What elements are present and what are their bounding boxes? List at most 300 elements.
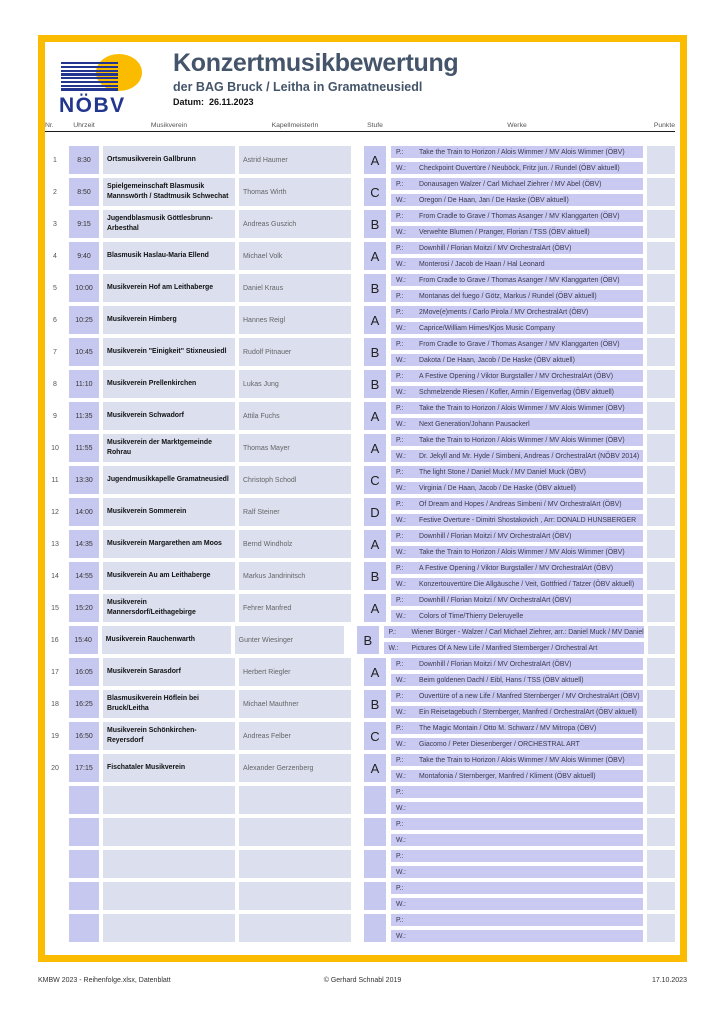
row-time: 11:55	[69, 434, 99, 462]
row-stufe: C	[364, 466, 386, 494]
werk-text: Oregon / De Haan, Jan / De Haske (ÖBV aktuell)	[419, 196, 569, 204]
footer-filename: KMBW 2023 - Reihenfolge.xlsx, Datenblatt	[38, 977, 171, 984]
werk-type-label: W.:	[396, 388, 406, 396]
werk-type-label: P.:	[396, 724, 404, 732]
werk-text: Konzertouvertüre Die Allgäusche / Veit, Gottfried / Tatzer (ÖBV aktuell)	[419, 580, 635, 588]
row-stufe: D	[364, 498, 386, 526]
werk-text: Montafonia / Sternberger, Manfred / Kliment (ÖBV aktuell)	[419, 772, 596, 780]
werk-text: Festive Overture - Dimitri Shostakovich , Arr: DONALD HUNSBERGER	[419, 516, 637, 524]
row-time: 10:00	[69, 274, 99, 302]
werk-text: Donausagen Walzer / Carl Michael Ziehrer / MV Abel (ÖBV)	[419, 180, 602, 188]
date-value: 26.11.2023	[209, 97, 254, 107]
row-musikverein: Ortsmusikverein Gallbrunn	[103, 146, 235, 174]
werk-line	[391, 498, 643, 510]
werk-text: Checkpoint Ouvertüre / Neuböck, Fritz jun. / Rundel (ÖBV aktuell)	[419, 164, 620, 172]
page-footer	[38, 977, 687, 984]
row-number: 15	[51, 604, 59, 612]
table-row	[45, 338, 675, 366]
row-time: 11:10	[69, 370, 99, 398]
werk-type-label: W.:	[396, 452, 406, 460]
werk-type-label: W.:	[396, 708, 406, 716]
table-row	[45, 850, 675, 878]
werke-list	[391, 882, 643, 910]
row-time: 8:50	[69, 178, 99, 206]
table-row	[45, 914, 675, 942]
werk-type-label: P.:	[396, 180, 404, 188]
werk-line	[391, 434, 643, 446]
werk-text: Dr. Jekyll and Mr. Hyde / Simbeni, Andreas / OrchestralArt (NÖBV 2014)	[419, 452, 640, 460]
werk-type-label: W.:	[396, 580, 406, 588]
werk-type-label: W.:	[396, 260, 406, 268]
werk-type-label: P.:	[396, 916, 404, 924]
werke-list	[391, 786, 643, 814]
werk-line	[391, 274, 643, 286]
werk-type-label: P.:	[388, 628, 397, 636]
row-punkte-cell	[647, 722, 675, 750]
werk-text: Pictures Of A New Life / Manfred Sternberger / Orchestral Art	[411, 644, 598, 652]
row-number: 6	[53, 316, 57, 324]
werk-line	[391, 722, 643, 734]
werk-line	[391, 738, 643, 750]
table-column-headers	[45, 122, 675, 132]
werk-type-label: P.:	[396, 244, 404, 252]
table-row	[45, 370, 675, 398]
werk-type-label: W.:	[396, 836, 406, 844]
werk-type-label: W.:	[396, 276, 406, 284]
row-punkte-cell	[647, 370, 675, 398]
werk-line	[391, 194, 643, 206]
row-stufe	[364, 786, 386, 814]
document-header	[45, 48, 675, 122]
werk-line	[391, 514, 643, 526]
table-row	[45, 882, 675, 910]
werk-line	[391, 882, 643, 894]
row-number: 20	[51, 764, 59, 772]
werk-text: The Magic Montain / Otto M. Schwarz / MV Mitropa (ÖBV)	[419, 724, 597, 732]
werk-line	[391, 466, 643, 478]
row-musikverein: Spielgemeinschaft Blasmusik Mannswörth / Stadtmusik Schwechat	[103, 178, 235, 206]
row-stufe: B	[364, 274, 386, 302]
werke-list	[391, 434, 643, 462]
row-musikverein: Blasmusikverein Höflein bei Bruck/Leitha	[103, 690, 235, 718]
row-number: 3	[53, 220, 57, 228]
row-musikverein: Musikverein der Marktgemeinde Rohrau	[103, 434, 235, 462]
row-musikverein: Musikverein Prellenkirchen	[103, 370, 235, 398]
column-header-kapellmeister: KapellmeisterIn	[271, 122, 319, 129]
werk-type-label: P.:	[396, 404, 404, 412]
werk-type-label: P.:	[396, 756, 404, 764]
column-header-uhrzeit: Uhrzeit	[73, 122, 95, 129]
werk-line	[391, 290, 643, 302]
werk-text: Caprice/William Himes/Kjos Music Company	[419, 324, 555, 332]
werk-line	[391, 562, 643, 574]
werk-type-label: W.:	[396, 612, 406, 620]
logo-text: NÖBV	[59, 94, 126, 117]
row-time: 10:45	[69, 338, 99, 366]
row-kapellmeister: Thomas Wirth	[239, 178, 351, 206]
row-number: 16	[50, 636, 59, 644]
werk-type-label: W.:	[396, 324, 406, 332]
row-time: 13:30	[69, 466, 99, 494]
werk-text: Take the Train to Horizon / Alois Wimmer / MV Alois Wimmer (ÖBV)	[419, 404, 625, 412]
werk-line	[391, 178, 643, 190]
row-number: 9	[53, 412, 57, 420]
werk-line	[391, 786, 643, 798]
row-kapellmeister	[239, 850, 351, 878]
table-row	[45, 626, 675, 654]
werk-type-label: W.:	[388, 644, 399, 652]
footer-date: 17.10.2023	[651, 977, 687, 984]
werk-type-label: P.:	[396, 292, 404, 300]
werk-text: Downhill / Florian Moitzi / MV OrchestralArt (ÖBV)	[419, 660, 572, 668]
row-punkte-cell	[647, 306, 675, 334]
werk-text: 2Move(e)ments / Carlo Pirola / MV OrchestralArt (ÖBV)	[419, 308, 589, 316]
werk-type-label: W.:	[396, 804, 406, 812]
werk-line	[391, 850, 643, 862]
row-time	[69, 818, 99, 846]
row-musikverein: Musikverein Hof am Leithaberge	[103, 274, 235, 302]
row-number	[45, 786, 65, 814]
werk-text: Montanas del fuego / Götz, Markus / Rundel (ÖBV aktuell)	[419, 292, 597, 300]
row-stufe: B	[364, 370, 386, 398]
werke-list	[391, 338, 643, 366]
werk-type-label: W.:	[396, 196, 406, 204]
row-punkte-cell	[647, 434, 675, 462]
row-kapellmeister: Herbert Riegler	[239, 658, 351, 686]
row-time	[69, 882, 99, 910]
row-musikverein	[103, 850, 235, 878]
row-punkte-cell	[647, 530, 675, 558]
werke-list	[391, 818, 643, 846]
row-stufe	[364, 882, 386, 910]
werk-type-label: P.:	[396, 788, 404, 796]
werke-list	[391, 178, 643, 206]
row-punkte-cell	[647, 850, 675, 878]
row-stufe: B	[364, 562, 386, 590]
werk-type-label: P.:	[396, 532, 404, 540]
table-row	[45, 466, 675, 494]
werk-line	[391, 754, 643, 766]
werk-text: A Festive Opening / Viktor Burgstaller / MV OrchestralArt (ÖBV)	[419, 564, 614, 572]
werk-type-label: W.:	[396, 900, 406, 908]
werke-list	[391, 370, 643, 398]
werk-text: Schmelzende Riesen / Kofler, Armin / Eigenverlag (ÖBV aktuell)	[419, 388, 614, 396]
werk-type-label: P.:	[396, 852, 404, 860]
werk-type-label: W.:	[396, 740, 406, 748]
row-kapellmeister: Michael Volk	[239, 242, 351, 270]
werk-line	[391, 658, 643, 670]
werke-list	[391, 658, 643, 686]
footer-copyright: © Gerhard Schnabl 2019	[323, 977, 402, 984]
row-time	[69, 914, 99, 942]
row-punkte-cell	[647, 338, 675, 366]
werk-line	[391, 418, 643, 430]
werk-line	[391, 898, 643, 910]
row-musikverein	[103, 818, 235, 846]
werk-text: Colors of Time/Thierry Deleruyelle	[419, 612, 524, 620]
werk-text: Dakota / De Haan, Jacob / De Haske (ÖBV aktuell)	[419, 356, 575, 364]
werk-line	[391, 530, 643, 542]
row-punkte-cell	[647, 882, 675, 910]
werk-type-label: P.:	[396, 372, 404, 380]
row-kapellmeister: Hannes Reigl	[239, 306, 351, 334]
evaluation-table	[45, 146, 675, 942]
row-number: 2	[53, 188, 57, 196]
row-punkte-cell	[647, 594, 675, 622]
row-stufe: A	[364, 754, 386, 782]
werk-line	[391, 162, 643, 174]
row-musikverein: Musikverein Sarasdorf	[103, 658, 235, 686]
row-stufe: A	[364, 658, 386, 686]
row-number: 10	[51, 444, 59, 452]
row-number	[45, 882, 65, 910]
row-punkte-cell	[647, 914, 675, 942]
table-row	[45, 722, 675, 750]
row-punkte-cell	[647, 178, 675, 206]
row-kapellmeister	[239, 818, 351, 846]
row-kapellmeister: Astrid Haumer	[239, 146, 351, 174]
werk-text: A Festive Opening / Viktor Burgstaller / MV OrchestralArt (ÖBV)	[419, 372, 614, 380]
row-punkte-cell	[647, 786, 675, 814]
table-row	[45, 690, 675, 718]
row-musikverein: Musikverein Sommerein	[103, 498, 235, 526]
werk-line	[391, 146, 643, 158]
row-stufe: A	[364, 402, 386, 430]
row-musikverein	[103, 914, 235, 942]
table-row	[45, 306, 675, 334]
row-number	[45, 850, 65, 878]
row-kapellmeister: Andreas Felber	[239, 722, 351, 750]
row-stufe: A	[364, 306, 386, 334]
werk-line	[391, 338, 643, 350]
werk-line	[391, 450, 643, 462]
row-number	[45, 818, 65, 846]
werk-text: Ein Reisetagebuch / Sternberger, Manfred / OrchestralArt (ÖBV aktuell)	[419, 708, 637, 716]
row-punkte-cell	[647, 690, 675, 718]
document-frame	[38, 35, 687, 962]
row-musikverein	[103, 882, 235, 910]
werk-line	[391, 610, 643, 622]
row-time: 9:15	[69, 210, 99, 238]
werk-line	[391, 258, 643, 270]
row-time: 11:35	[69, 402, 99, 430]
werk-type-label: P.:	[396, 564, 404, 572]
date-line	[173, 97, 675, 107]
row-kapellmeister	[239, 882, 351, 910]
werk-text: Take the Train to Horizon / Alois Wimmer / MV Alois Wimmer (ÖBV)	[419, 436, 625, 444]
row-musikverein: Musikverein Mannersdorf/Leithagebirge	[103, 594, 235, 622]
werk-line	[384, 626, 644, 638]
row-punkte-cell	[647, 498, 675, 526]
row-time: 17:15	[69, 754, 99, 782]
werk-type-label: W.:	[396, 868, 406, 876]
row-number: 7	[53, 348, 57, 356]
werk-type-label: P.:	[396, 340, 404, 348]
werk-line	[391, 690, 643, 702]
werk-text: Downhill / Florian Moitzi / MV OrchestralArt (ÖBV)	[419, 596, 572, 604]
row-kapellmeister: Attila Fuchs	[239, 402, 351, 430]
row-stufe: B	[357, 626, 378, 654]
werk-text: Beim goldenen Dachl / Eibl, Hans / TSS (ÖBV aktuell)	[419, 676, 584, 684]
werk-text: Take the Train to Horizon / Alois Wimmer / MV Alois Wimmer (ÖBV)	[419, 756, 625, 764]
werk-line	[391, 370, 643, 382]
row-time: 14:55	[69, 562, 99, 590]
werke-list	[391, 690, 643, 718]
logo-stripes-icon	[61, 62, 118, 91]
row-time: 9:40	[69, 242, 99, 270]
row-stufe	[364, 914, 386, 942]
row-stufe: C	[364, 722, 386, 750]
row-time: 15:20	[69, 594, 99, 622]
werk-text: Of Dream and Hopes / Andreas Simbeni / MV OrchestralArt (ÖBV)	[419, 500, 622, 508]
row-kapellmeister	[239, 914, 351, 942]
column-header-nr: Nr.	[45, 122, 54, 129]
werk-line	[384, 642, 644, 654]
row-musikverein: Musikverein Rauchenwarth	[102, 626, 231, 654]
werk-type-label: P.:	[396, 308, 404, 316]
row-number: 4	[53, 252, 57, 260]
werk-line	[391, 930, 643, 942]
row-time	[69, 786, 99, 814]
page-subtitle: der BAG Bruck / Leitha in Gramatneusiedl	[173, 80, 423, 94]
row-kapellmeister: Alexander Gerzenberg	[239, 754, 351, 782]
row-stufe: B	[364, 690, 386, 718]
row-stufe: A	[364, 146, 386, 174]
column-header-punkte: Punkte	[653, 122, 675, 129]
werk-type-label: P.:	[396, 884, 404, 892]
noebv-logo	[59, 52, 147, 118]
row-punkte-cell	[647, 754, 675, 782]
werke-list	[391, 754, 643, 782]
werk-text: Wiener Bürger - Walzer / Carl Michael Ziehrer, arr.: Daniel Muck / MV Daniel	[411, 628, 644, 636]
column-header-werke: Werke	[507, 122, 527, 129]
werk-text: Ouvertüre of a new Life / Manfred Sternberger / MV OrchestralArt (ÖBV)	[419, 692, 640, 700]
table-row	[45, 242, 675, 270]
row-number: 14	[51, 572, 59, 580]
werk-line	[391, 578, 643, 590]
werk-text: From Cradle to Grave / Thomas Asanger / MV Klanggarten (ÖBV)	[419, 340, 620, 348]
werk-type-label: W.:	[396, 484, 406, 492]
table-row	[45, 146, 675, 174]
werke-list	[391, 210, 643, 238]
row-kapellmeister	[239, 786, 351, 814]
table-row	[45, 274, 675, 302]
werke-list	[391, 530, 643, 558]
werke-list	[391, 722, 643, 750]
row-musikverein: Musikverein Himberg	[103, 306, 235, 334]
table-row	[45, 754, 675, 782]
werk-type-label: P.:	[396, 596, 404, 604]
werke-list	[391, 466, 643, 494]
row-time: 15:40	[69, 626, 98, 654]
werk-text: Take the Train to Horizon / Alois Wimmer / MV Alois Wimmer (ÖBV)	[419, 548, 625, 556]
row-number: 1	[53, 156, 57, 164]
row-kapellmeister: Lukas Jung	[239, 370, 351, 398]
werk-type-label: P.:	[396, 660, 404, 668]
werk-line	[391, 354, 643, 366]
row-stufe: B	[364, 210, 386, 238]
werk-type-label: P.:	[396, 500, 404, 508]
row-number: 17	[51, 668, 59, 676]
werk-text: Virginia / De Haan, Jacob / De Haske (ÖBV aktuell)	[419, 484, 576, 492]
row-kapellmeister: Christoph Schodl	[239, 466, 351, 494]
row-musikverein: Musikverein "Einigkeit" Stixneusiedl	[103, 338, 235, 366]
column-header-musikverein: Musikverein	[150, 122, 188, 129]
werke-list	[391, 914, 643, 942]
werk-type-label: P.:	[396, 468, 404, 476]
werk-line	[391, 482, 643, 494]
werk-text: Take the Train to Horizon / Alois Wimmer / MV Alois Wimmer (ÖBV)	[419, 148, 625, 156]
row-kapellmeister: Rudolf Pitnauer	[239, 338, 351, 366]
table-row	[45, 530, 675, 558]
row-punkte-cell	[647, 562, 675, 590]
werk-text: Downhill / Florian Moitzi / MV OrchestralArt (ÖBV)	[419, 532, 572, 540]
werk-line	[391, 914, 643, 926]
row-number: 19	[51, 732, 59, 740]
row-punkte-cell	[647, 210, 675, 238]
row-number: 8	[53, 380, 57, 388]
werk-type-label: W.:	[396, 548, 406, 556]
werk-type-label: W.:	[396, 356, 406, 364]
werk-type-label: W.:	[396, 164, 406, 172]
werk-type-label: W.:	[396, 420, 406, 428]
werk-type-label: W.:	[396, 516, 406, 524]
werk-line	[391, 546, 643, 558]
row-kapellmeister: Fehrer Manfred	[239, 594, 351, 622]
row-kapellmeister: Thomas Mayer	[239, 434, 351, 462]
werk-type-label: P.:	[396, 820, 404, 828]
row-punkte-cell	[647, 402, 675, 430]
row-time	[69, 850, 99, 878]
row-stufe: A	[364, 530, 386, 558]
row-punkte-cell	[647, 242, 675, 270]
werke-list	[391, 850, 643, 878]
row-time: 8:30	[69, 146, 99, 174]
row-musikverein: Jugendblasmusik Göttlesbrunn-Arbesthal	[103, 210, 235, 238]
row-number: 13	[51, 540, 59, 548]
werk-line	[391, 802, 643, 814]
werk-line	[391, 306, 643, 318]
row-stufe: A	[364, 594, 386, 622]
row-stufe: A	[364, 242, 386, 270]
row-punkte-cell	[647, 146, 675, 174]
row-kapellmeister: Bernd Windholz	[239, 530, 351, 558]
row-kapellmeister: Andreas Guszich	[239, 210, 351, 238]
table-row	[45, 594, 675, 622]
row-musikverein	[103, 786, 235, 814]
row-time: 14:00	[69, 498, 99, 526]
werke-list	[391, 498, 643, 526]
row-punkte-cell	[648, 626, 675, 654]
table-row	[45, 210, 675, 238]
row-musikverein: Jugendmusikkapelle Gramatneusiedl	[103, 466, 235, 494]
werk-line	[391, 674, 643, 686]
werk-type-label: P.:	[396, 212, 404, 220]
werk-text: From Cradle to Grave / Thomas Asanger / MV Klanggarten (ÖBV)	[419, 212, 620, 220]
werk-line	[391, 818, 643, 830]
row-stufe	[364, 818, 386, 846]
werk-line	[391, 210, 643, 222]
table-row	[45, 786, 675, 814]
werk-text: Next Generation/Johann Pausackerl	[419, 420, 530, 428]
werk-text: Monterosi / Jacob de Haan / Hal Leonard	[419, 260, 545, 268]
werke-list	[391, 594, 643, 622]
table-row	[45, 658, 675, 686]
row-number: 5	[53, 284, 57, 292]
werk-type-label: W.:	[396, 676, 406, 684]
row-kapellmeister: Michael Mauthner	[239, 690, 351, 718]
werk-line	[391, 242, 643, 254]
